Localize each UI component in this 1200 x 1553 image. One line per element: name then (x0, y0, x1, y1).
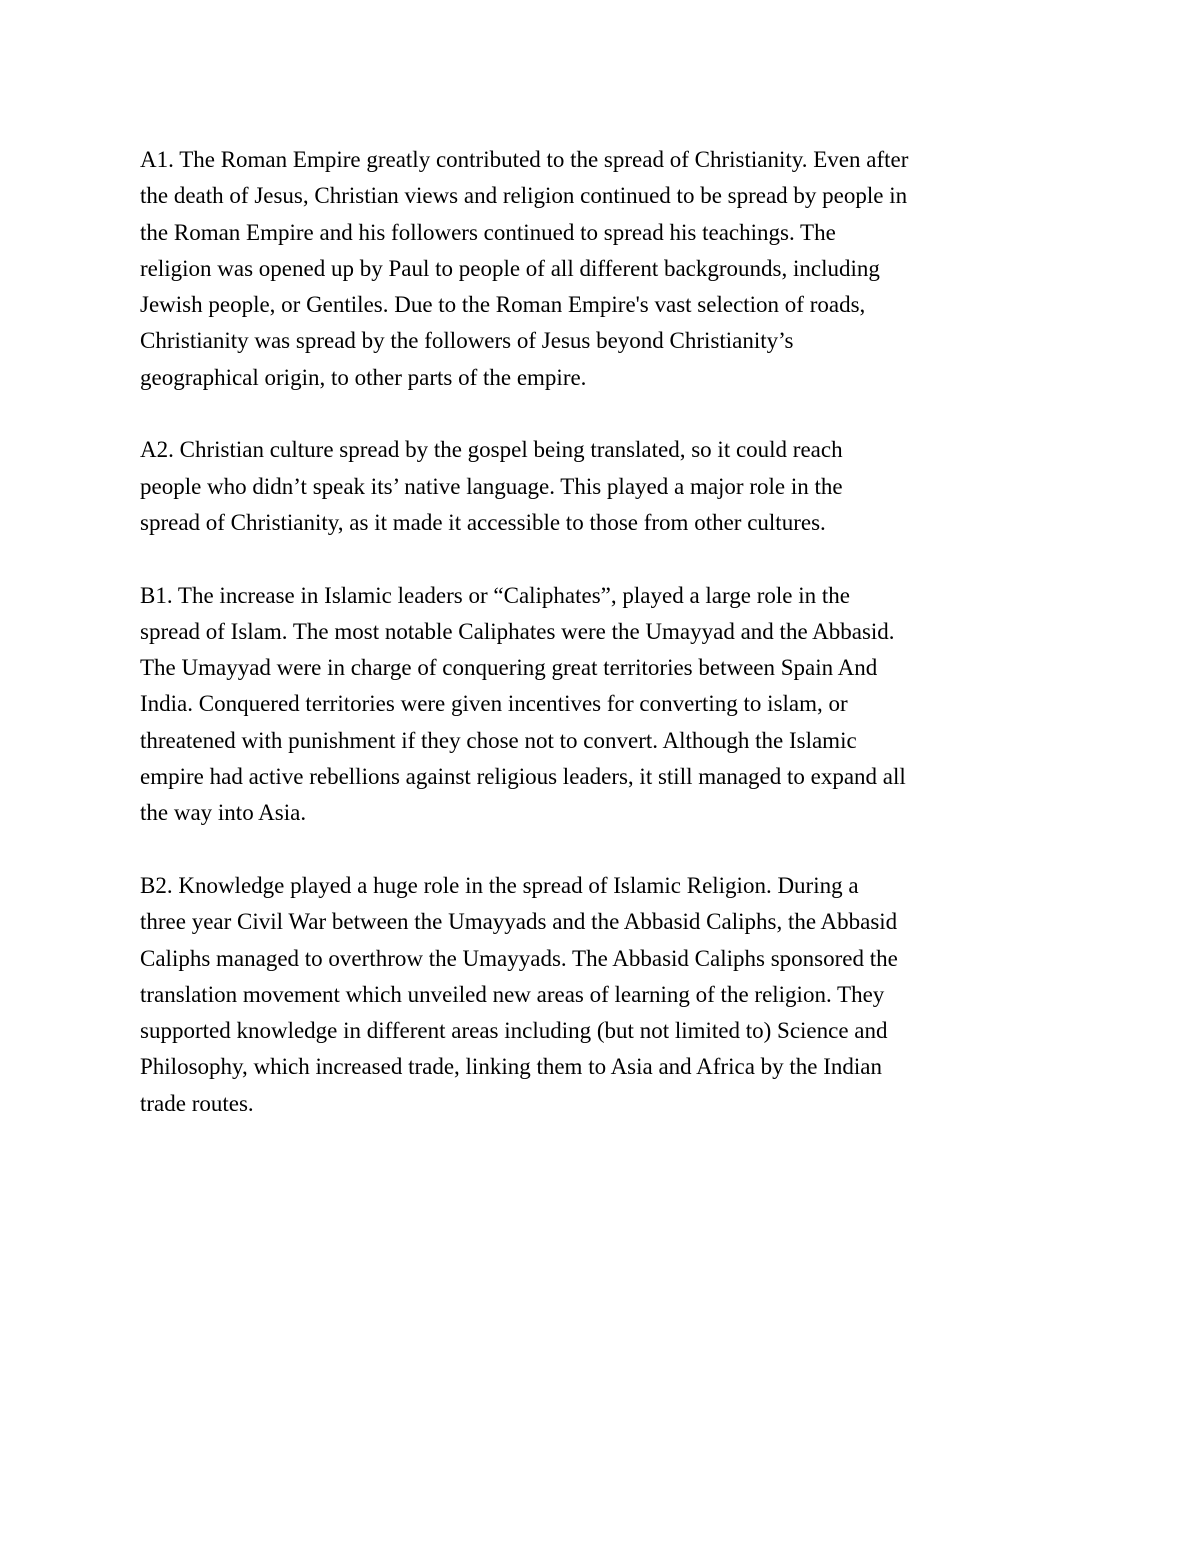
paragraph-a2: A2. Christian culture spread by the gospel being translated, so it could reach people who didn’t speak its’ native language. This played a major role in the spread of Christianity, as it made it accessible to those from other cultures. (140, 437, 843, 535)
paragraph-b2: B2. Knowledge played a huge role in the spread of Islamic Religion. During a three year Civil War between the Umayyads and the Abbasid Caliphs, the Abbasid Caliphs managed to overthrow the Umayyads. The Abbasid Caliphs sponsored the translation movement which unveiled new areas of learning of the religion. They supported knowledge in different areas including (but not limited to) Science and Philosophy, which increased trade, linking them to Asia and Africa by the Indian trade routes. (140, 872, 898, 1116)
paragraph-b1: B1. The increase in Islamic leaders or “Caliphates”, played a large role in the spread of Islam. The most notable Caliphates were the Umayyad and the Abbasid. The Umayyad were in charge of conquering great territories between Spain And India. Conquered territories were given incentives for converting to islam, or threatened with punishment if they chose not to convert. Although the Islamic empire had active rebellions against religious leaders, it still managed to expand all the way into Asia. (140, 582, 906, 826)
document-body (140, 142, 1070, 1158)
paragraph-a1: A1. The Roman Empire greatly contributed to the spread of Christianity. Even after the death of Jesus, Christian views and religion continued to be spread by people in the Roman Empire and his followers continued to spread his teachings. The religion was opened up by Paul to people of all different backgrounds, including Jewish people, or Gentiles. Due to the Roman Empire's vast selection of roads, Christianity was spread by the followers of Jesus beyond Christianity’s geographical origin, to other parts of the empire. (140, 147, 909, 390)
